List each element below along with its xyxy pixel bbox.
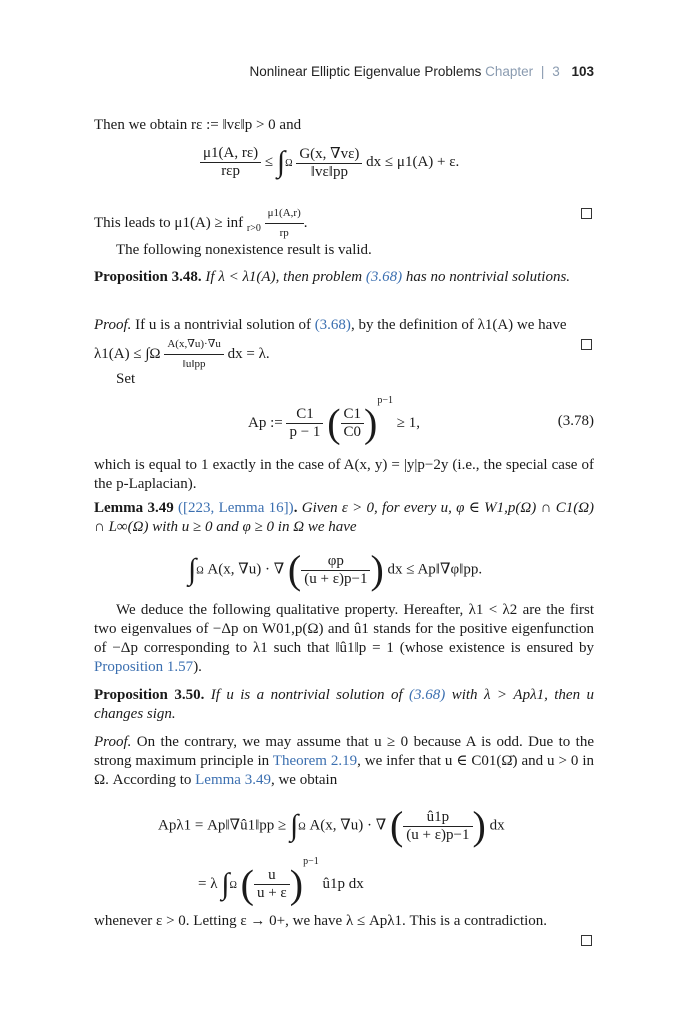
qed-square [581,208,592,219]
integral-domain: Ω [229,880,237,891]
proposition-text-a: If λ < λ1(A), then problem [205,269,363,285]
fraction-numerator: G(x, ∇vε) [296,144,362,164]
proposition-3-50 [94,686,594,724]
paragraph-text-b: ). [193,659,202,675]
fraction-C1-over-C0 [341,406,365,441]
fraction-u1-over-u [403,809,472,844]
fraction-numerator: A(x,∇u)·∇u [164,335,224,355]
fraction-denominator: ‖vε‖pp [310,164,348,180]
chapter-number: 3 [552,64,560,79]
fraction-denominator: p − 1 [289,424,321,441]
equation-number: (3.78) [557,413,594,429]
lemma-3-49: Lemma 3.49 ([223, Lemma 16]). Given ε > 0, for every u, φ ∈ W1,p(Ω) ∩ C1(Ω) ∩ L∞(Ω) with u ≥ 0 and φ ≥ 0 in Ω we have [94,500,595,535]
fraction-denominator: ‖u‖pp [182,358,206,370]
paragraph-leads-to: This leads to μ1(A) ≥ inf $_{r>0}$ $\frac{\mu 1(A,r)}{rp}$ . [94,204,594,243]
paragraph-contradiction: whenever ε > 0. Letting ε → 0+, we have λ ≤ Apλ1. This is a contradiction. [94,913,548,929]
ref-proposition-1-57[interactable]: Proposition 1.57 [94,659,194,675]
fraction-denominator: (u + ε)p−1 [304,570,368,587]
paragraph-p-laplacian: which is equal to 1 exactly in the case of A(x, y) = |y|p−2y (i.e., the special case of the p-Laplacian). [94,457,594,492]
leads-to-text: This leads to μ1(A) ≥ inf [94,214,244,231]
proof-line2-a: λ1(A) ≤ ∫Ω [94,345,161,362]
equation-mu-bound [200,144,459,181]
proposition-label: Proposition 3.50. [94,687,205,703]
equation-3-78: Ap := $\frac{C1}{p - 1}$ ( $\frac{C1}{C0}$ )$^{p-1}$ ≥ 1, [248,395,420,446]
equation-right: û1p dx [322,876,364,892]
paragraph-text-a: We deduce the following qualitative property. Hereafter, λ1 < λ2 are the first two eigenvalues of −Δp on W01,p(Ω) and û1 stands for the positive eigenfunction of −Δp corresponding to λ1 such that ‖û1‖p = 1 (whose existence is ensured by [94,602,594,656]
equation-right: dx ≤ Ap‖∇φ‖pp. [387,561,483,578]
equation-left: Apλ1 = Ap‖∇û1‖pp ≥ [158,817,287,834]
running-header [249,64,594,79]
proof-text-c: , we obtain [270,772,338,788]
proof-label: Proof. [94,317,132,333]
fraction-denominator: u + ε [256,885,287,902]
ref-3-68[interactable]: (3.68) [409,687,446,703]
ref-3-68[interactable]: (3.68) [365,269,403,285]
proof-text-b: , by the definition of λ1(A) we have [350,317,567,333]
proof-label: Proof. [94,734,132,750]
equation-rhs: dx ≤ μ1(A) + ε. [366,153,460,170]
citation-223[interactable]: ([223, Lemma 16]) [178,500,294,516]
fraction-numerator: μ1(A,r) [265,204,304,224]
exponent: p−1 [377,395,393,406]
running-title: Nonlinear Elliptic Eigenvalue Problems [249,64,482,79]
integral-domain: Ω [196,565,204,577]
fraction-denominator: rεp [221,163,240,179]
ref-lemma-3-49[interactable]: Lemma 3.49 [195,772,271,788]
proof-text-a: If u is a nontrivial solution of [135,317,311,333]
fraction-mu-over-rp [265,204,304,243]
proof-3-50 [94,733,594,790]
equation-lemma: ∫Ω A(x, ∇u) · ∇ ( $\frac{\varphi p}{(u + \varepsilon)p-1}$ ) dx ≤ Ap‖∇φ‖pp. [188,547,483,592]
fraction-numerator: C1 [341,406,365,424]
fraction-numerator: û1p [403,809,472,827]
qed-square [581,935,592,946]
relation-leq: ≤ [264,153,274,170]
proposition-3-48 [94,268,594,287]
integral-domain: Ω [298,821,306,833]
fraction-denominator: rp [279,227,289,239]
fraction-numerator: u [254,867,290,885]
equation-lhs: Ap := [248,415,283,431]
chapter-label: Chapter [485,64,534,79]
proof-text-b: , we infer that u ∈ C01(Ω̄) and u > 0 in Ω. According to [94,753,594,788]
equation-left: A(x, ∇u) · ∇ [207,561,285,578]
exponent: p−1 [303,856,319,867]
paragraph-qualitative [94,601,594,677]
equation-final-line1: Apλ1 = Ap‖∇û1‖pp ≥ ∫Ω A(x, ∇u) · ∇ ( $\frac{û1p}{(u + \varepsilon)p-1}$ ) dx [158,803,505,848]
fraction-G-over-norm [296,144,362,181]
lemma-label: Lemma 3.49 [94,500,174,516]
proof-3-48 [94,316,594,374]
equation-final-line2: = λ ∫Ω ( $\frac{u}{u + \varepsilon}$ )$^{p-1}$ û1p dx [198,856,364,907]
paragraph-then-obtain: Then we obtain rε := ‖vε‖p > 0 and [94,117,302,133]
proof-text-a: On the contrary, we may assume that u ≥ 0 because A is odd. Due to the strong maximum principle in [94,734,594,769]
fraction-denominator: C0 [343,424,362,441]
proposition-text-b: with λ > Apλ1, then u changes sign. [94,687,594,722]
integral-domain: Ω [285,157,293,169]
proof-line2-b: dx = λ. [227,345,270,362]
proposition-text-b: has no nontrivial solutions. [405,269,571,285]
fraction-numerator: μ1(A, rε) [200,145,261,163]
fraction-u-over-u-plus-eps [254,867,290,902]
integral-sign: ∫ [290,809,299,842]
equation-left: = λ [198,876,218,892]
integral-sign: ∫ [276,145,286,179]
set-label: Set [116,371,136,387]
chapter-separator: | [540,64,545,79]
paragraph-nonexistence: The following nonexistence result is valid. [116,242,372,258]
fraction-mu-over-r [200,145,261,180]
fraction-numerator: C1 [286,406,323,424]
equation-right: dx [489,817,505,834]
equation-mid: A(x, ∇u) · ∇ [309,817,387,834]
integral-sign: ∫ [188,553,197,586]
proposition-label: Proposition 3.48. [94,269,202,285]
qed-square [581,339,592,350]
fraction-C1-over-p-minus-1 [286,406,323,441]
fraction-phi-over-u [301,553,370,588]
lemma-text: Given ε > 0, for every u, φ ∈ W1,p(Ω) ∩ C1(Ω) ∩ L∞(Ω) with u ≥ 0 and φ ≥ 0 in Ω we have [94,500,595,535]
ref-theorem-2-19[interactable]: Theorem 2.19 [272,753,358,769]
fraction-A-over-norm [164,335,224,374]
ref-3-68[interactable]: (3.68) [314,317,351,333]
integral-sign: ∫ [221,867,230,901]
inf-subscript: r>0 [246,222,261,234]
fraction-denominator: (u + ε)p−1 [406,826,470,843]
proposition-text-a: If u is a nontrivial solution of [210,687,403,703]
page-number: 103 [571,64,594,79]
fraction-numerator: φp [301,553,370,571]
equation-rhs: ≥ 1, [396,415,420,431]
